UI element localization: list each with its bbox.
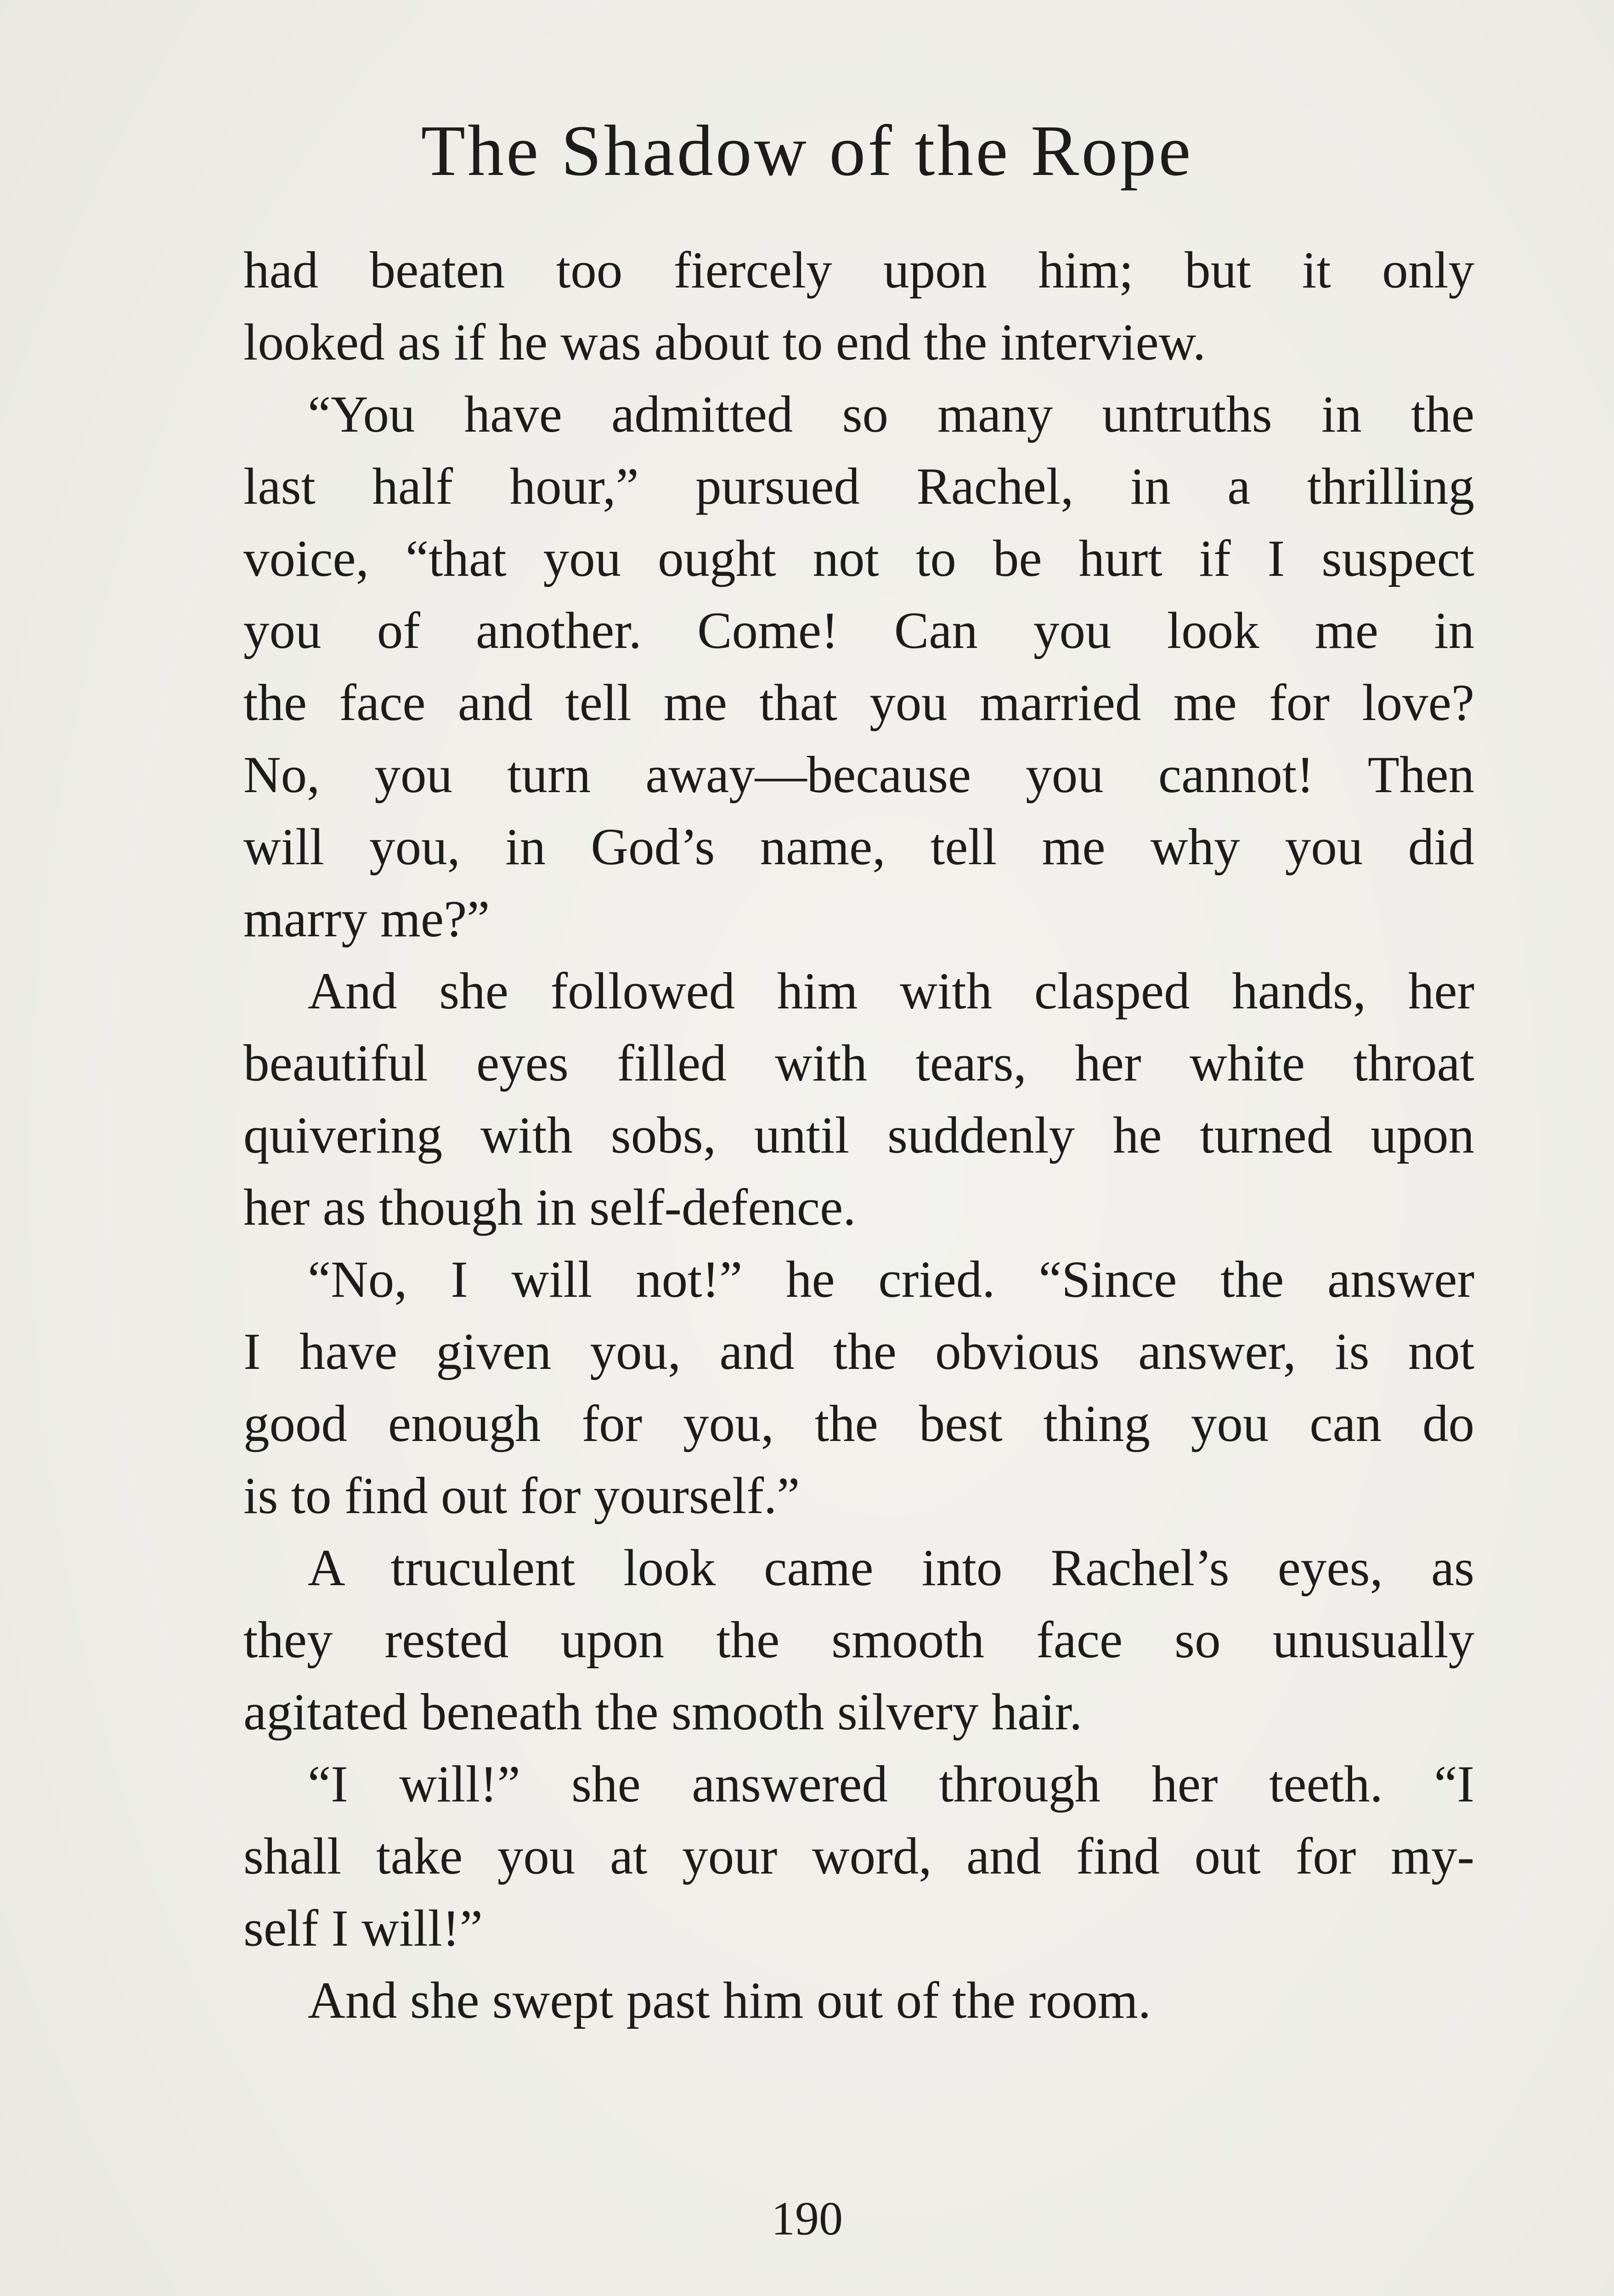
text-line: looked as if he was about to end the interview.: [243, 314, 1206, 371]
text-line: will you, in God’s name, tell me why you did: [243, 818, 1474, 876]
text-line: agitated beneath the smooth silvery hair.: [243, 1683, 1083, 1741]
text-line: A truculent look came into Rachel’s eyes, as: [308, 1539, 1474, 1597]
text-line: And she followed him with clasped hands, her: [308, 962, 1474, 1020]
text-line: “No, I will not!” he cried. “Since the answer: [308, 1251, 1474, 1308]
text-line: shall take you at your word, and find out for my-: [243, 1828, 1474, 1885]
text-line: had beaten too fiercely upon him; but it only: [243, 242, 1474, 299]
text-line: is to find out for yourself.”: [243, 1467, 800, 1525]
text-line: And she swept past him out of the room.: [308, 1972, 1151, 2029]
body-text: [243, 234, 1474, 2037]
text-line: they rested upon the smooth face so unusually: [243, 1611, 1474, 1669]
text-line: beautiful eyes filled with tears, her white throat: [243, 1035, 1474, 1092]
text-line: the face and tell me that you married me for love?: [243, 674, 1474, 732]
running-head: The Shadow of the Rope: [421, 111, 1193, 191]
text-line: quivering with sobs, until suddenly he turned upon: [243, 1107, 1474, 1164]
page-number: 190: [771, 2192, 843, 2245]
text-line: “You have admitted so many untruths in the: [308, 386, 1474, 443]
text-line: No, you turn away—because you cannot! Then: [243, 746, 1474, 804]
text-line: I have given you, and the obvious answer, is not: [243, 1323, 1474, 1380]
text-line: “I will!” she answered through her teeth. “I: [308, 1756, 1474, 1813]
text-line: marry me?”: [243, 890, 490, 948]
text-line: her as though in self-defence.: [243, 1179, 856, 1236]
text-line: you of another. Come! Can you look me in: [243, 602, 1474, 659]
text-line: good enough for you, the best thing you can do: [243, 1395, 1474, 1452]
text-line: self I will!”: [243, 1900, 483, 1957]
text-line: voice, “that you ought not to be hurt if I suspect: [243, 530, 1474, 587]
text-line: last half hour,” pursued Rachel, in a thrilling: [243, 458, 1474, 515]
